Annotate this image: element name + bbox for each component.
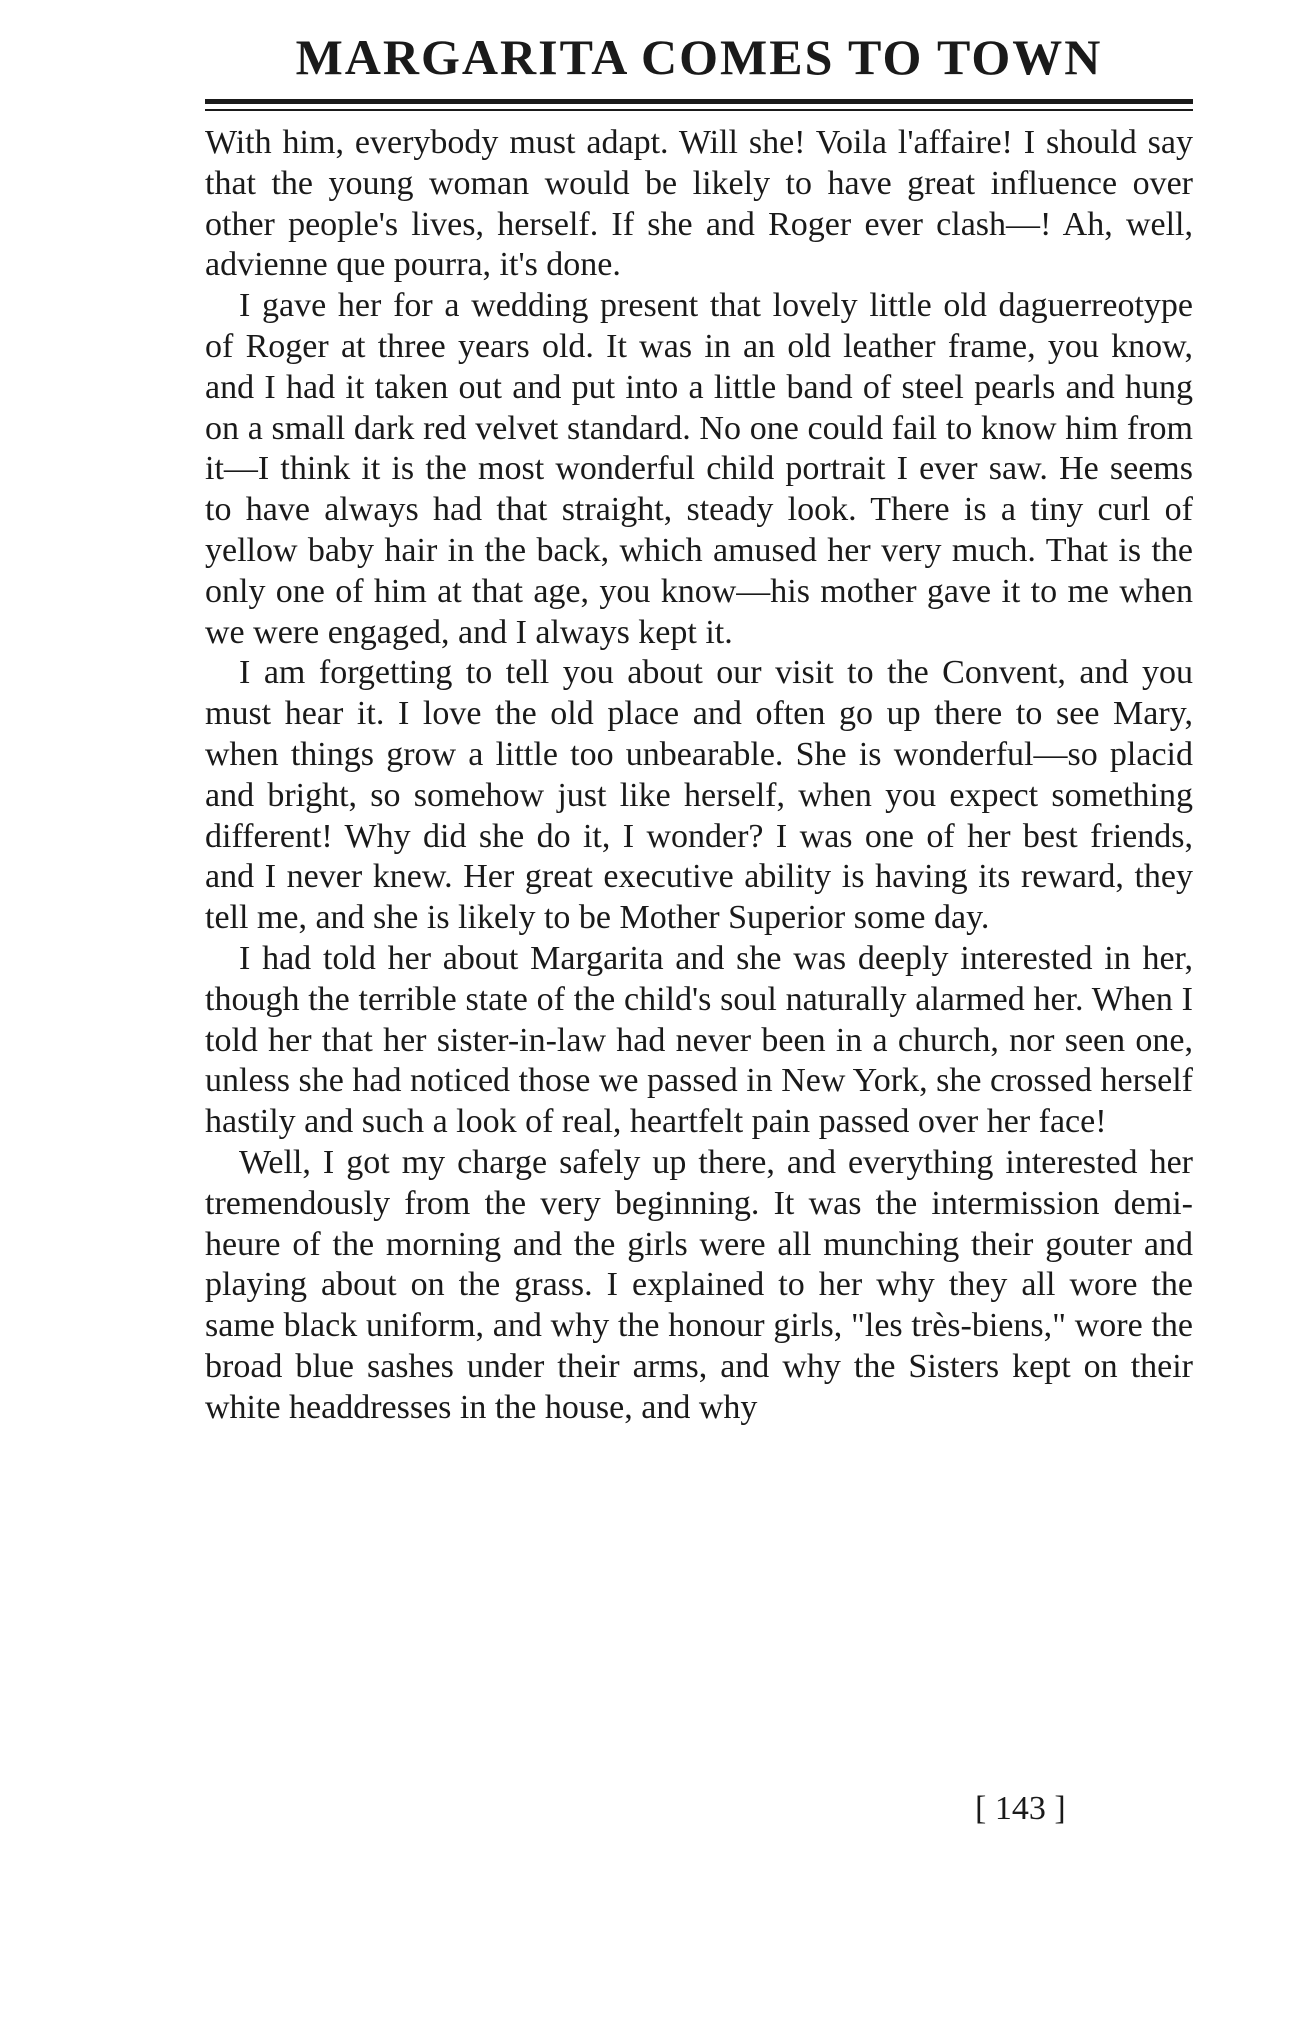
paragraph-4: I had told her about Margarita and she was deeply interested in her, though the terrible state of the child's soul naturally alarmed her. When I told her that her sister-in-law had never been in a church, nor seen one, unless she had noticed those we passed in New York, she crossed herself hastily and such a look of real, heartfelt pain passed over her face! (205, 939, 1193, 1141)
header-rule-thick (205, 99, 1193, 104)
paragraph-5: Well, I got my charge safely up there, and everything interested her tremendously from the very beginning. It was the intermission demi-heure of the morning and the girls were all munching their gouter and playing about on the grass. I explained to her why they all wore the same black uniform, and why the honour girls, "les très-biens," wore the broad blue sashes under their arms, and why the Sisters kept on their white headdresses in the house, and why (205, 1143, 1193, 1426)
running-head: MARGARITA COMES TO TOWN (295, 29, 1103, 85)
paragraph-2: I gave her for a wedding present that lovely little old daguerreotype of Roger at three years old. It was in an old leather frame, you know, and I had it taken out and put into a little band of steel pearls and hung on a small dark red velvet standard. No one could fail to know him from it—I think it is the most wonderful child portrait I ever saw. He seems to have always had that straight, steady look. There is a tiny curl of yellow baby hair in the back, which amused her very much. That is the only one of him at that age, you know—his mother gave it to me when we were engaged, and I always kept it. (205, 287, 1193, 651)
header-rule-thin (205, 109, 1193, 111)
paragraph-3: I am forgetting to tell you about our visit to the Convent, and you must hear it. I love the old place and often go up there to see Mary, when things grow a little too unbearable. She is wonderful—so placid and bright, so somehow just like herself, when you expect something different! Why did she do it, I wonder? I was one of her best friends, and I never knew. Her great executive ability is having its reward, they tell me, and she is likely to be Mother Superior some day. (205, 654, 1193, 937)
page-number: [ 143 ] (975, 1790, 1066, 1827)
paragraph-1: With him, everybody must adapt. Will she! Voila l'affaire! I should say that the young woman would be likely to have great influence over other people's lives, herself. If she and Roger ever clash—! Ah, well, advienne que pourra, it's done. (205, 124, 1193, 284)
body-text (205, 123, 1193, 1429)
book-page (205, 30, 1193, 1429)
